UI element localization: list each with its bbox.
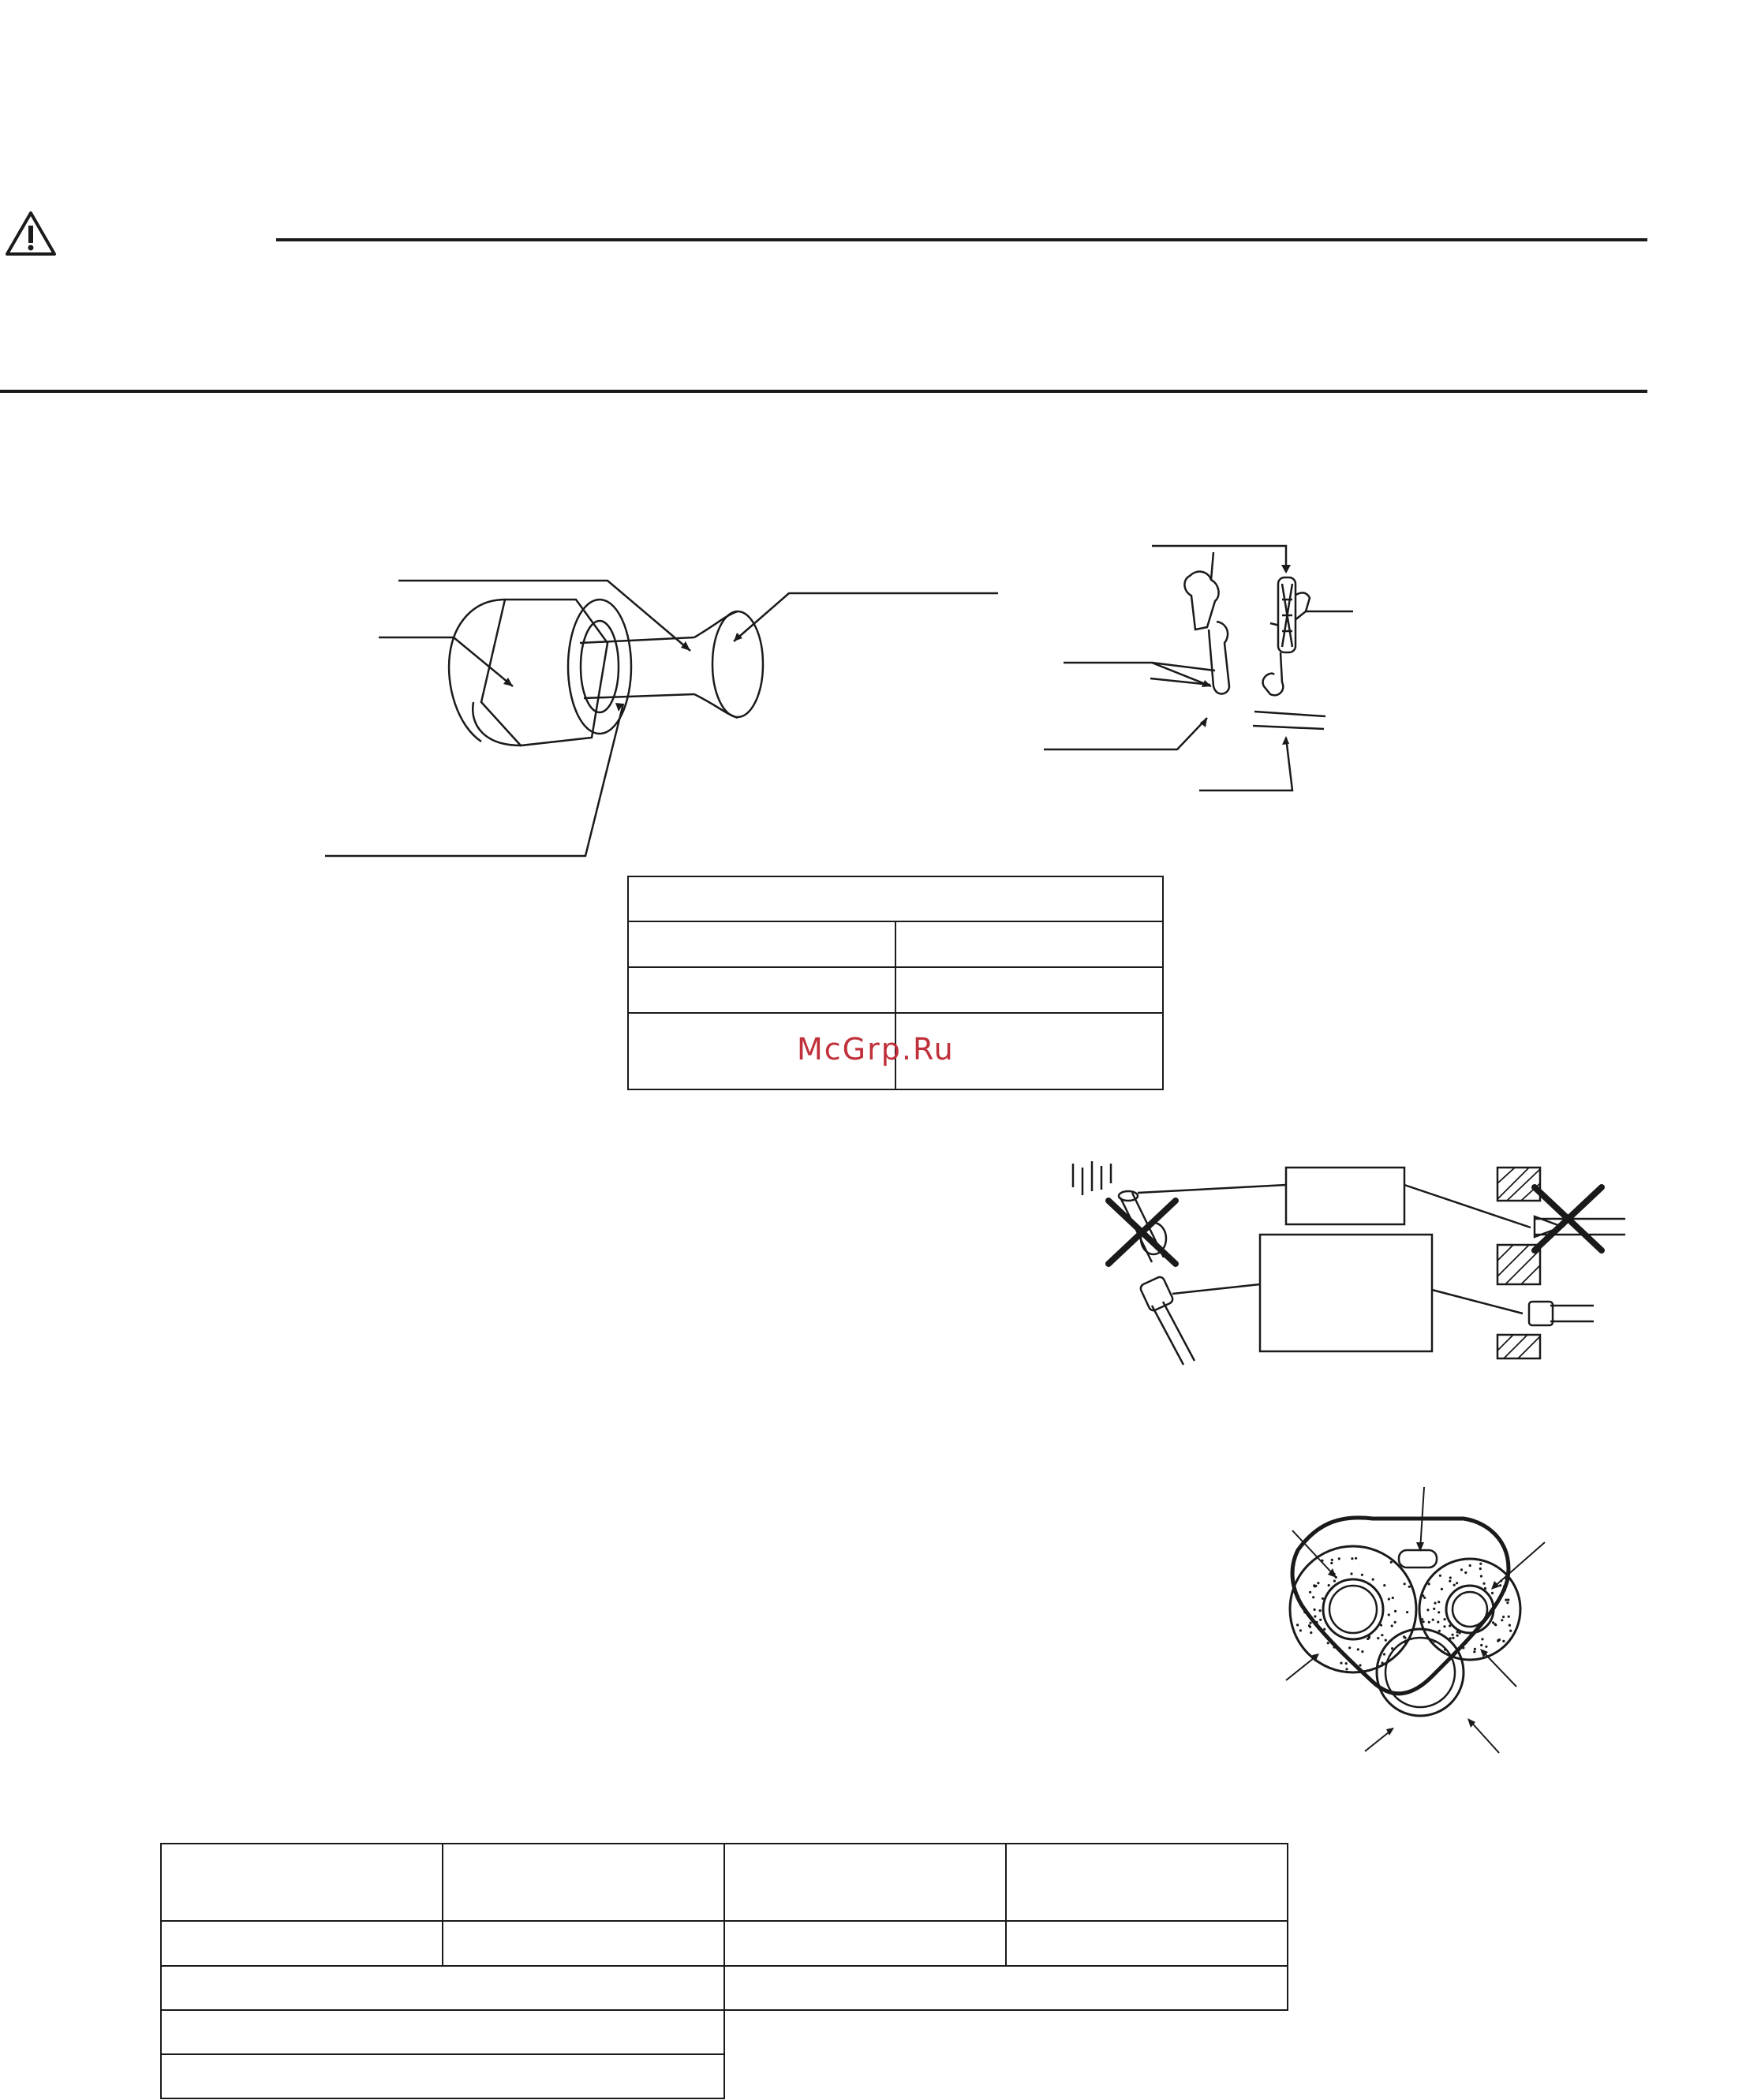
table-cell (895, 967, 1163, 1013)
table-cell (1006, 1844, 1288, 1921)
table-cell (724, 1921, 1006, 1966)
table-cell (161, 1844, 443, 1921)
table-empty-cell (724, 2010, 1288, 2054)
flare-nut-figure (316, 568, 1026, 868)
table-empty-cell (724, 2054, 1288, 2098)
table-cell (895, 921, 1163, 967)
table-cell (628, 967, 895, 1013)
watermark: McGrp.Ru (797, 1032, 955, 1067)
table-cell (628, 921, 895, 967)
insulated-pipe-section-figure (1262, 1475, 1562, 1759)
table-cell (724, 1966, 1288, 2010)
wrench-tightening-figure (1041, 536, 1373, 805)
table-cell (161, 2010, 724, 2054)
warning-triangle-icon (5, 210, 57, 257)
pipe-end-protection-figure (1065, 1152, 1633, 1365)
warning-rule-bottom (0, 390, 1647, 393)
table-cell (161, 1966, 724, 2010)
warning-rule-top (276, 238, 1647, 241)
pipe-size-table (160, 1843, 1288, 2099)
table-cell (161, 1921, 443, 1966)
table-cell (443, 1921, 724, 1966)
table-cell (1006, 1921, 1288, 1966)
table-cell (161, 2054, 724, 2098)
table-header-cell (628, 876, 1163, 921)
table-cell (724, 1844, 1006, 1921)
table-cell (443, 1844, 724, 1921)
